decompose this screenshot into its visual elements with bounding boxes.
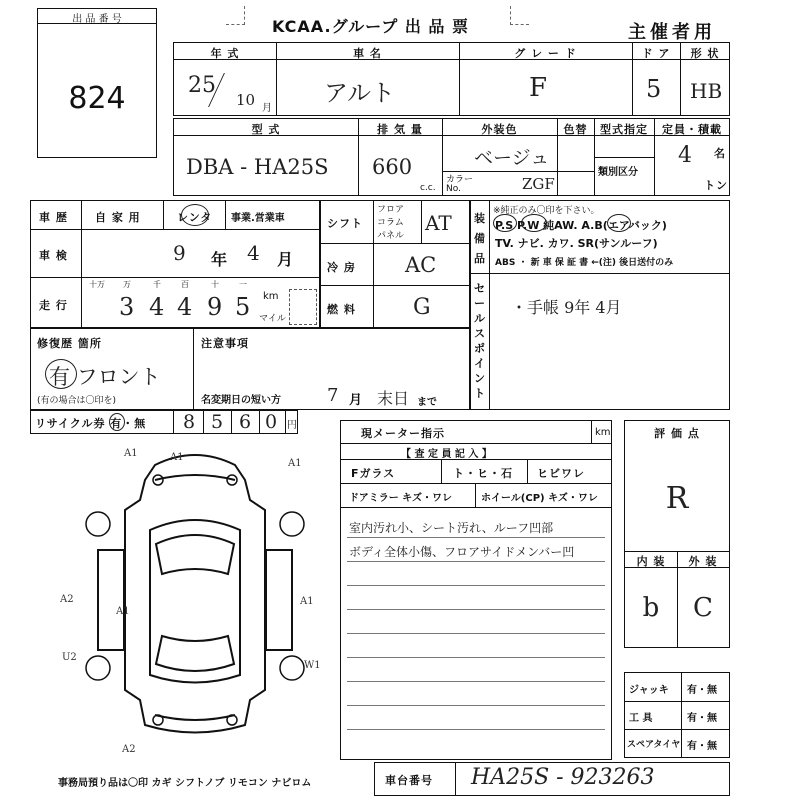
- corner-mark: [510, 6, 529, 25]
- capacity-label: 定員・積載: [662, 123, 722, 136]
- digit-unit-4: 十: [211, 280, 219, 289]
- ton-unit: トン: [704, 179, 728, 192]
- damage-mark: A2: [60, 594, 74, 605]
- accessories-block: [624, 672, 730, 758]
- recycle-block: [30, 410, 298, 434]
- digit-unit-5: 一: [239, 280, 247, 289]
- mileage-label: 走 行: [39, 299, 68, 312]
- recycle-circle: [109, 413, 125, 431]
- inspection-year-unit: 年: [211, 250, 229, 269]
- vehicle-row-2: [173, 118, 730, 196]
- capacity-unit: 名: [714, 147, 726, 160]
- deadline-month: 7: [327, 385, 339, 406]
- shift-ac-fuel-block: [320, 200, 470, 328]
- mileage-digit: 4: [177, 293, 193, 321]
- notes-label: 注意事項: [201, 337, 249, 350]
- deadline-day: 末日: [377, 389, 410, 408]
- equipment-label: 装備品: [474, 212, 485, 265]
- fuel-value: G: [413, 295, 431, 320]
- lot-number: 824: [68, 81, 126, 116]
- shape-label: 形 状: [690, 47, 720, 60]
- lot-number-box: [37, 8, 157, 158]
- history-label: 車 歴: [39, 211, 68, 224]
- recycle-unit: 円: [287, 420, 297, 431]
- class-label: 類別区分: [598, 167, 638, 178]
- recycle-label: リサイクル券 有・無: [35, 417, 147, 430]
- damage-mark: A1: [170, 452, 184, 463]
- mileage-digit: 5: [235, 293, 251, 321]
- chassis-value: HA25S - 923263: [471, 765, 655, 790]
- month-value: 10: [236, 91, 256, 109]
- damage-mark: A1: [116, 606, 130, 617]
- accessory-label: 工 具: [629, 713, 653, 724]
- repair-label: 修復歴 箇所: [37, 337, 102, 350]
- repair-value: 有 フロント: [49, 365, 161, 389]
- car-outline: [125, 455, 265, 733]
- tire-rr: [280, 656, 304, 680]
- cabin-outline: [150, 520, 240, 683]
- damage-mark: A1: [288, 458, 302, 469]
- mile-box: [289, 289, 317, 325]
- score-value: R: [665, 481, 689, 516]
- equipment-line-2: TV. ナビ. カワ. SR(サンルーフ): [495, 237, 658, 250]
- accessory-value: 有・無: [687, 741, 717, 752]
- mileage-digit: 9: [207, 293, 223, 321]
- sales-point-label: セールスポイント: [474, 282, 485, 400]
- interior-score: b: [642, 593, 660, 623]
- shift-value: AT: [425, 211, 452, 235]
- damage-mark: A1: [124, 448, 138, 459]
- displacement-value: 660: [372, 155, 413, 179]
- private-use: 自 家 用: [95, 211, 141, 224]
- chassis-block: [374, 762, 730, 796]
- pw-circle: [521, 214, 547, 232]
- month-unit: 月: [262, 103, 272, 114]
- damage-mark: U2: [62, 652, 77, 663]
- lot-number-label: 出 品 番 号: [72, 14, 122, 25]
- deadline-until: まで: [417, 397, 437, 408]
- shift-option-column: コラム: [377, 218, 404, 228]
- inspection-month-unit: 月: [277, 250, 295, 269]
- tire-rl: [86, 656, 110, 680]
- accessory-label: ジャッキ: [629, 685, 669, 696]
- interior-label: 内 装: [636, 555, 666, 568]
- inspection-year: 9: [173, 241, 186, 265]
- door-label: ド ア: [641, 47, 671, 60]
- copy-label: 主催者用: [628, 22, 716, 43]
- type-spec-label: 型式指定: [600, 123, 648, 136]
- color-no-label: カラー No.: [446, 175, 474, 194]
- mile-unit: マイル: [259, 314, 286, 324]
- wheel-label: ホイール(CP) キズ・ワレ: [481, 493, 598, 504]
- year-label: 年 式: [210, 47, 240, 60]
- year-value: 25: [188, 73, 216, 98]
- meter-label: 現メーター指示: [361, 427, 445, 440]
- rental-circle: [181, 204, 209, 226]
- recycle-digit: 0: [265, 411, 278, 433]
- recycle-digit: 8: [183, 411, 196, 433]
- ext-color-value: ベージュ: [474, 147, 550, 169]
- footer-text: 事務局預り品は〇印 カギ シフトノブ リモコン ナビロム: [58, 778, 312, 789]
- history-block: [30, 200, 320, 328]
- displacement-label: 排 気 量: [377, 123, 423, 136]
- accessory-label: スペアタイヤ: [627, 740, 681, 750]
- tire-fr: [280, 512, 304, 536]
- equipment-note: ※純正のみ〇印を下さい。: [493, 206, 600, 216]
- rear-window: [156, 636, 234, 671]
- glass-crack: ヒビワレ: [537, 467, 585, 480]
- chassis-label: 車台番号: [385, 774, 433, 787]
- equipment-block: [470, 200, 730, 410]
- digit-unit-1: 万: [123, 280, 131, 289]
- rental-use: レンタ: [177, 211, 213, 224]
- page-title: KCAA.グループ 出 品 票: [272, 17, 469, 36]
- vehicle-row-1: [173, 42, 730, 116]
- shift-option-floor: フロア: [377, 205, 405, 215]
- repair-notes-block: [30, 328, 470, 410]
- accessory-value: 有・無: [687, 713, 717, 724]
- km-unit: km: [263, 291, 279, 302]
- car-damage-diagram: [60, 440, 330, 760]
- glass-value: ト・ヒ・石: [453, 467, 513, 480]
- ps-circle: [493, 214, 517, 232]
- score-block: [624, 420, 730, 648]
- damage-mark: A2: [122, 744, 136, 755]
- color-no-value: ZGF: [522, 175, 555, 193]
- digit-unit-2: 千: [153, 280, 161, 289]
- car-name-label: 車 名: [353, 47, 382, 60]
- mileage-digit: 4: [149, 293, 165, 321]
- repair-note: (有の場合は〇印を): [37, 396, 117, 406]
- sales-point-text: ・手帳 9年 4月: [511, 298, 622, 317]
- windshield: [156, 535, 234, 574]
- shift-option-panel: パネル: [377, 231, 405, 241]
- damage-mark: A1: [300, 596, 314, 607]
- car-name-value: アルト: [324, 79, 396, 107]
- ac-label: 冷 房: [327, 261, 356, 274]
- deadline-month-unit: 月: [349, 393, 364, 408]
- doors-value: 5: [646, 75, 662, 103]
- accessory-value: 有・無: [687, 685, 717, 696]
- digit-unit-0: 十万: [89, 280, 105, 289]
- ac-value: AC: [405, 253, 437, 277]
- color-change-label: 色替: [563, 123, 588, 136]
- recycle-digit: 5: [211, 411, 224, 433]
- exterior-label: 外 装: [688, 555, 718, 568]
- recycle-digit: 6: [239, 411, 252, 433]
- damage-mark: W1: [304, 660, 321, 671]
- business-use: 事業.営業車: [231, 213, 285, 224]
- equipment-line-1: P.S P.W 純AW. A.B(エアバック): [495, 219, 667, 232]
- shift-label: シフト: [327, 217, 363, 230]
- capacity-value: 4: [678, 143, 692, 168]
- meter-unit: km: [595, 427, 611, 438]
- repair-circle: [45, 359, 77, 389]
- mirror-label: ドアミラー キズ・ワレ: [349, 493, 452, 504]
- inspector-block: [340, 420, 612, 760]
- displacement-unit: c.c.: [420, 183, 436, 193]
- deadline-label: 名変期日の短い方: [201, 395, 281, 406]
- equipment-line-3: ABS ・ 新 車 保 証 書 ←(注) 後日送付のみ: [495, 258, 674, 268]
- ext-color-label: 外装色: [481, 123, 518, 136]
- inspection-month: 4: [247, 241, 260, 265]
- model-label: 型 式: [251, 123, 281, 136]
- ab-circle: [607, 214, 631, 232]
- corner-mark: [226, 6, 245, 25]
- tire-fl: [86, 512, 110, 536]
- digit-unit-3: 百: [181, 280, 189, 289]
- inspector-note-2: ボディ全体小傷、フロアサイドメンバー凹: [349, 545, 575, 559]
- grade-label: グ レ ー ド: [514, 47, 577, 60]
- mileage-digit: 3: [119, 293, 135, 321]
- grade-value: F: [529, 73, 548, 103]
- glass-label: Fガラス: [351, 467, 396, 480]
- inspection-label: 車 検: [39, 249, 68, 262]
- score-label: 評 価 点: [654, 427, 700, 440]
- exterior-score: C: [693, 593, 713, 623]
- shape-value: HB: [690, 79, 723, 103]
- inspector-label: 【 査 定 員 記 入 】: [401, 449, 492, 460]
- model-value: DBA - HA25S: [186, 155, 329, 179]
- fuel-label: 燃 料: [327, 303, 356, 316]
- inspector-note-1: 室内汚れ小、シート汚れ、ルーフ凹部: [349, 521, 554, 535]
